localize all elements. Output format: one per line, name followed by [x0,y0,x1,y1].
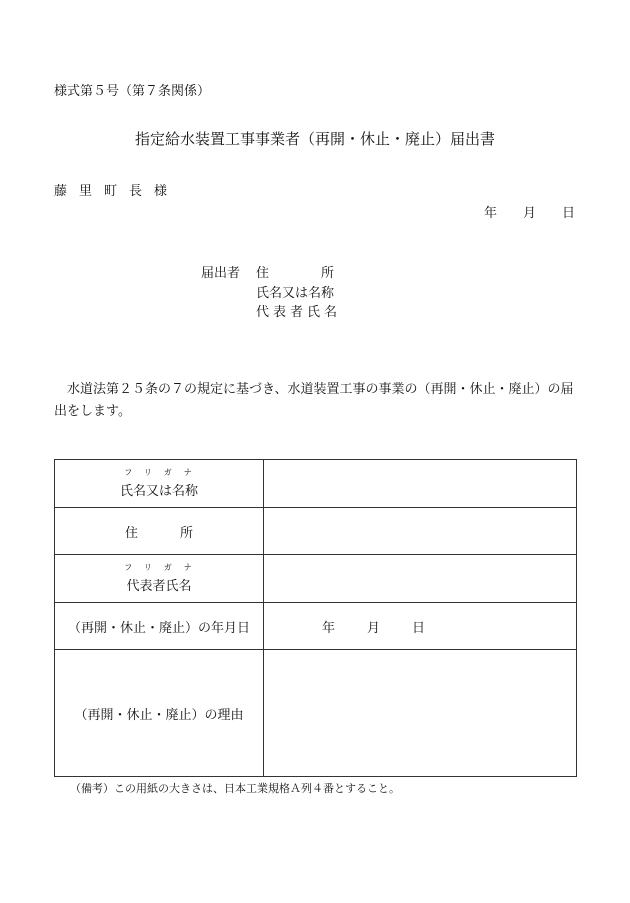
notifier-name-label: 氏名又は名称 [256,286,335,301]
notifier-address-label [256,262,334,281]
change-date-day: 日 [412,620,426,636]
change-date-year: 年 [322,620,336,636]
addressee: 藤里町長様 [54,184,180,199]
notifier-label: 届出者 [201,266,241,281]
address-label-part-2: 所 [321,266,335,281]
name-label: 氏名又は名称 [119,484,198,499]
notifier-representative-label: 代表者氏名 [256,305,342,320]
table-row-reason [55,650,577,777]
address-cell-label [55,508,264,555]
date-month-label: 月 [523,206,537,221]
change-date-label: （再開・休止・廃止）の年月日 [55,603,264,650]
change-date-month: 月 [367,620,381,636]
statement-text: 水道法第２５条の７の規定に基づき、水道装置工事の事業の（再開・休止・廃止）の届出をします。 [54,382,574,419]
representative-field[interactable] [264,555,577,603]
reason-label: （再開・休止・廃止）の理由 [55,650,264,777]
footnote: （備考）この用紙の大きさは、日本工業規格Ａ列４番とすること。 [70,782,400,795]
date-year-label: 年 [484,206,498,221]
document-title: 指定給水装置工事事業者（再開・休止・廃止）届出書 [134,130,495,148]
address-label-b: 所 [180,525,194,541]
reason-field[interactable] [264,650,577,777]
address-label-a: 住 [124,525,138,541]
representative-label: 代表者氏名 [126,579,192,594]
name-field[interactable] [264,460,577,508]
name-furigana-label: フリガナ [124,468,204,477]
table-row-address [55,508,577,555]
table-row-representative [55,555,577,603]
table-row-name [55,460,577,508]
notification-table [54,459,577,777]
name-cell-label [55,460,264,508]
representative-cell-label [55,555,264,603]
change-date-field[interactable] [264,603,577,650]
table-row-date [55,603,577,650]
address-label-part-1: 住 [256,266,270,281]
address-field[interactable] [264,508,577,555]
representative-furigana-label: フリガナ [124,563,204,572]
submission-date [484,202,575,221]
form-number: 様式第５号（第７条関係） [54,84,211,99]
date-day-label: 日 [562,206,576,221]
